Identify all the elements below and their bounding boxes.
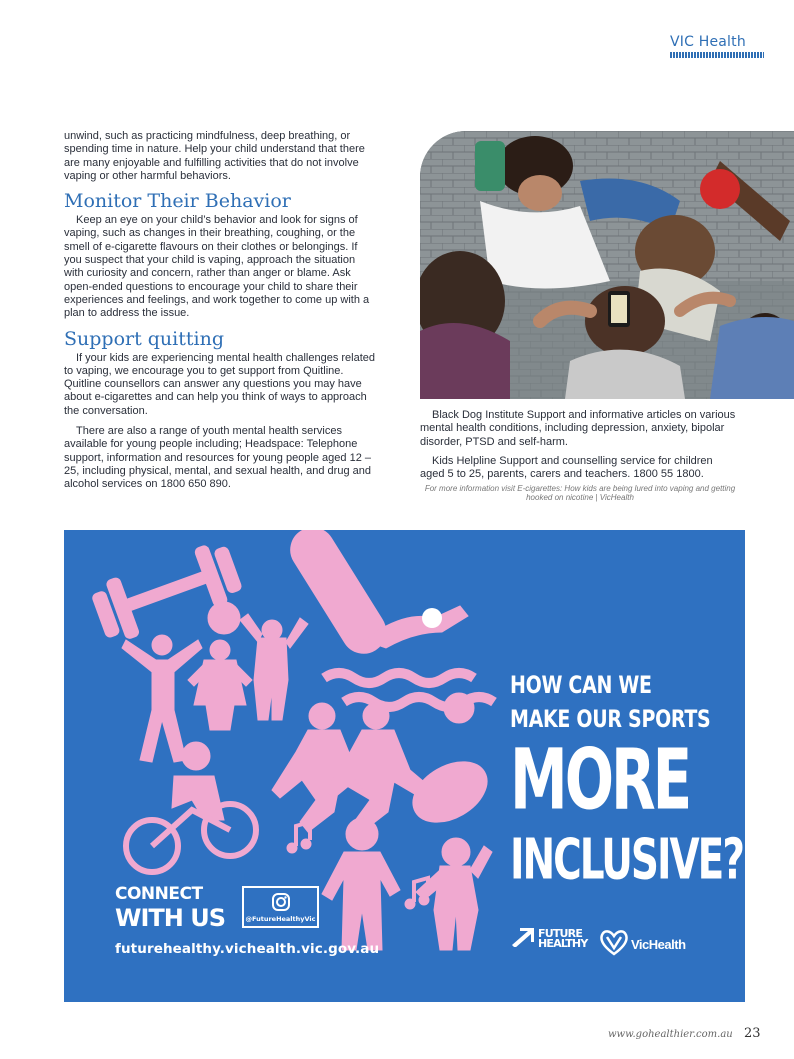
right-column (420, 409, 740, 502)
vichealth-logo (599, 928, 686, 959)
connect-with-us (115, 882, 225, 930)
football-icon (402, 749, 497, 834)
heading-support: Support quitting (64, 327, 224, 350)
connect-line-1: CONNECT (115, 884, 203, 904)
black-dog-paragraph: Black Dog Institute Support and informative articles on various mental health conditions, including depression, anxiety, bipolar disorder, PTSD and self-harm. (420, 409, 736, 448)
ad-website-link[interactable]: futurehealthy.vichealth.vic.gov.au (115, 941, 380, 957)
source-note: For more information visit E-cigarettes: How kids are being lured into vaping and getting hooked on nicotine | VicHealth (424, 484, 736, 503)
heading-monitor: Monitor Their Behavior (64, 190, 291, 213)
instagram-handle: @FutureHealthyVic (245, 915, 316, 923)
connect-line-2: WITH US (115, 904, 225, 932)
cyclist-helmet-icon (182, 742, 210, 770)
footer-website[interactable]: www.gohealthier.com.au (608, 1029, 733, 1040)
instagram-badge[interactable] (242, 886, 319, 928)
page-number: 23 (744, 1026, 761, 1041)
tennis-ball-icon (444, 693, 474, 723)
teens-photo (420, 131, 794, 399)
headline-line-2: MAKE OUR SPORTS (510, 705, 711, 734)
support-paragraph-1: If your kids are experiencing mental health challenges related to vaping, we encourage you to get support from Quitline. Quitline counsellors can answer any questions you may have about e-cigarettes and can help you think of ways to approach the conversation. (64, 351, 376, 417)
dancer-figure (322, 852, 400, 950)
future-healthy-advert (64, 530, 745, 1002)
section-tag: VIC Health (670, 34, 746, 50)
headline-line-4: INCLUSIVE? (510, 827, 743, 893)
future-healthy-arrow-icon (510, 927, 536, 947)
intro-paragraph: unwind, such as practicing mindfulness, deep breathing, or spending time in nature. Help your child understand that there are many enjoyable and fulfilling activities that do not involve vaping or other harmful behaviors. (64, 130, 365, 182)
instagram-icon (271, 892, 291, 912)
future-healthy-logo (510, 927, 588, 950)
headline-line-3: MORE (510, 730, 690, 829)
headline-line-1: HOW CAN WE (510, 671, 652, 700)
left-column (64, 130, 376, 492)
ad-headline (510, 668, 743, 893)
vichealth-heart-icon (599, 928, 629, 956)
section-tag-bar (670, 52, 764, 58)
support-paragraph-2: There are also a range of youth mental health services available for young people including; Headspace: Telephone support, information and resources for young people aged 12 – 25, including physical, mental, and sexual health, and drug and alcohol services on 1800 650 890. (64, 425, 371, 491)
basketball-icon (208, 602, 240, 634)
monitor-paragraph: Keep an eye on your child’s behavior and look for signs of vaping, such as changes in their breathing, coughing, or the smell of e-cigarette flavours on their clothes or belongings. If you suspect that your child is vaping, approach the situation with curiosity and concern, rather than anger or blame. Ask open-ended questions to encourage your child to share their experiences and feelings, and work together to come up with a plan to address the issue. (64, 214, 370, 320)
future-healthy-logo-text: FUTURE HEALTHY (538, 927, 588, 950)
vichealth-logo-text: VicHealth (631, 937, 686, 952)
kids-helpline-paragraph: Kids Helpline Support and counselling service for children aged 5 to 25, parents, carers and teachers. 1800 55 1800. (420, 454, 713, 481)
